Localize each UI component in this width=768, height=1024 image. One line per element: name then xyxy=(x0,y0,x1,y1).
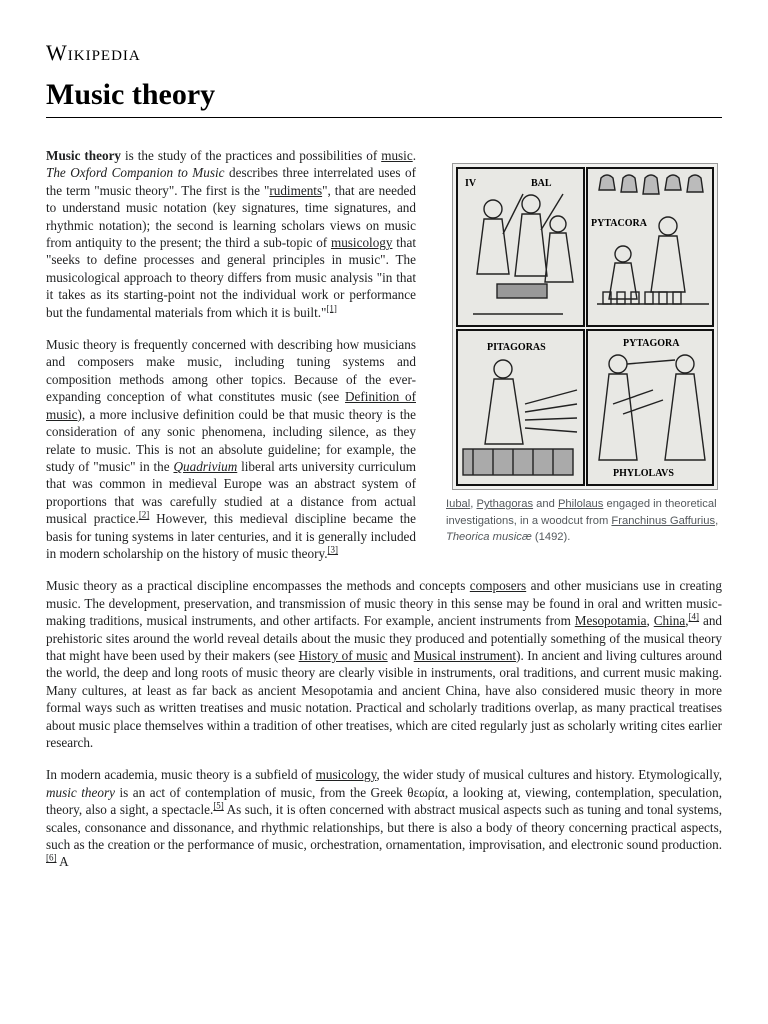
text-run: Music theory is frequently concerned with describing how musicians and composers make music, including tuning systems and composition methods among other topics. Because of the ever-expanding conception of what constitutes music (see xyxy=(46,337,416,405)
panel-label-bal: BAL xyxy=(531,178,552,189)
caption-text: , xyxy=(470,498,477,510)
text-run: , xyxy=(646,613,654,629)
link-musicology[interactable]: musicology xyxy=(330,235,393,251)
caption-text: and xyxy=(533,498,558,510)
text-run: describes three interrelated uses of the term "music theory". The first is the " xyxy=(46,165,416,198)
text-run: , xyxy=(685,613,689,629)
link-history-of-music[interactable]: History of music xyxy=(298,647,388,663)
panel-label-iv: IV xyxy=(465,178,477,189)
citation-5[interactable]: [5] xyxy=(213,800,224,811)
citation-3[interactable]: [3] xyxy=(327,544,339,555)
text-run: liberal arts university curriculum that was common in medieval Europe was an abstract system of proportions that was carefully studied at a distance from actual musical practice. xyxy=(46,458,417,527)
link-mesopotamia[interactable]: Mesopotamia xyxy=(574,613,647,629)
text-run: ", that are needed to understand music notation (key signatures, time signatures, and rhythmic notation); the second is learning scholars views on music from antiquity to the present; the third a sub-topic of xyxy=(46,182,416,251)
wikipedia-logo[interactable]: Wikipedia xyxy=(46,40,141,65)
text-run: ), a more inclusive definition could be that music theory is the consideration of any sonic phenomena, including silence, as they relate to music. This is not an absolute guideline; for example, the study of "music" in the xyxy=(46,406,416,474)
text-run: and prehistoric sites around the world reveal details about the music they produced and potentially something of the musical theory that might have been used by their makers (see xyxy=(46,613,723,663)
text-run: and other musicians use in creating music. The development, preservation, and transmission of music theory in this sense may be found in oral and written music-making traditions, musical instruments, and other artifacts. For example, ancient instruments from xyxy=(46,578,722,629)
text-run: As such, it is often concerned with abstract musical aspects such as tuning and tonal systems, scales, consonance and dissonance, and rhythmic relationships, but there is also a body of theory concerning practical aspects, such as the creation or the performance of music, orchestration, ornamentation, improvisation, and electronic sound production. xyxy=(46,802,723,853)
emphasis: music theory xyxy=(46,784,115,800)
figure-caption xyxy=(446,496,722,546)
citation-4[interactable]: [4] xyxy=(688,611,700,622)
link-musicology-2[interactable]: musicology xyxy=(315,767,377,783)
page-title: Music theory xyxy=(46,78,216,111)
woodcut-illustration xyxy=(453,164,717,489)
link-composers[interactable]: composers xyxy=(469,578,527,594)
caption-text: , xyxy=(715,514,719,527)
text-run: , the wider study of musical cultures and history. Etymologically, xyxy=(376,767,722,783)
link-franchinus-gaffurius[interactable]: Franchinus Gaffurius xyxy=(611,514,716,527)
paragraph-3 xyxy=(46,577,722,751)
link-quadrivium[interactable] xyxy=(174,459,238,474)
caption-text: (1492). xyxy=(531,531,571,543)
text-run: A xyxy=(56,854,69,870)
citation-2[interactable]: [2] xyxy=(138,509,150,520)
text-run: . xyxy=(412,148,416,163)
panel-label-phylolavs: PHYLOLAVS xyxy=(613,468,674,479)
citation-1[interactable]: [1] xyxy=(326,303,337,314)
lead-term: Music theory xyxy=(46,148,122,163)
text-run: is an act of contemplation of music, from the Greek θεωρία, a looking at, viewing, contemplation, speculation, theory, also a sight, a spectacle. xyxy=(46,784,722,818)
text-run: In modern academia, music theory is a subfield of xyxy=(46,767,316,783)
link-rudiments[interactable]: rudiments xyxy=(269,182,323,198)
link-music[interactable]: music xyxy=(381,148,413,163)
text-run: that "seeks to define processes and general principles in music". The musicological approach to theory differs from music analysis "in that it takes as its starting-point not the individual work or performance but the fundamental materials from which it is built." xyxy=(46,235,416,320)
work-title: The Oxford Companion to Music xyxy=(46,165,225,181)
link-iubal[interactable]: Iubal xyxy=(446,498,471,510)
title-divider xyxy=(46,117,722,118)
panel-label-pytacora: PYTACORA xyxy=(591,218,647,229)
woodcut-image[interactable] xyxy=(452,163,718,490)
link-china[interactable]: China xyxy=(653,613,686,629)
link-musical-instrument[interactable]: Musical instrument xyxy=(413,647,517,663)
link-quadrivium-text: Quadrivium xyxy=(173,458,238,474)
panel-label-pytagora: PYTAGORA xyxy=(623,338,680,349)
link-pythagoras[interactable]: Pythagoras xyxy=(476,498,534,510)
article-body xyxy=(46,147,722,886)
text-run: However, this medieval discipline became the basis for tuning systems in later centuries, and it is generally included in modern scholarship on the history of music theory. xyxy=(46,511,417,561)
paragraph-4 xyxy=(46,766,722,870)
woodcut-figure xyxy=(446,163,722,546)
link-philolaus[interactable]: Philolaus xyxy=(557,498,604,510)
citation-6[interactable]: [6] xyxy=(46,853,57,864)
panel-label-pitagoras: PITAGORAS xyxy=(487,342,546,353)
text-run: and xyxy=(387,647,414,663)
text-run: Music theory as a practical discipline encompasses the methods and concepts xyxy=(46,578,470,594)
text-run: ). In ancient and living cultures around the world, the deep and long roots of music theory are clearly visible in instruments, oral traditions, and current music making. Many cultures, at least as far back as ancient Mesopotamia and ancient China, have also considered music theory in more formal ways such as written treatises and music notation. Practical and scholarly traditions overlap, as many practical treatises about music place themselves within a tradition of other treatises, which are cited regularly just as scholarly writing cites earlier research. xyxy=(46,647,722,750)
link-definition-of-music[interactable]: Definition of music xyxy=(46,389,416,422)
text-run: is the study of the practices and possibilities of xyxy=(121,148,382,163)
caption-text: engaged in theoretical investigations, in a woodcut from xyxy=(446,498,717,527)
caption-work-title: Theorica musicæ xyxy=(446,531,532,543)
